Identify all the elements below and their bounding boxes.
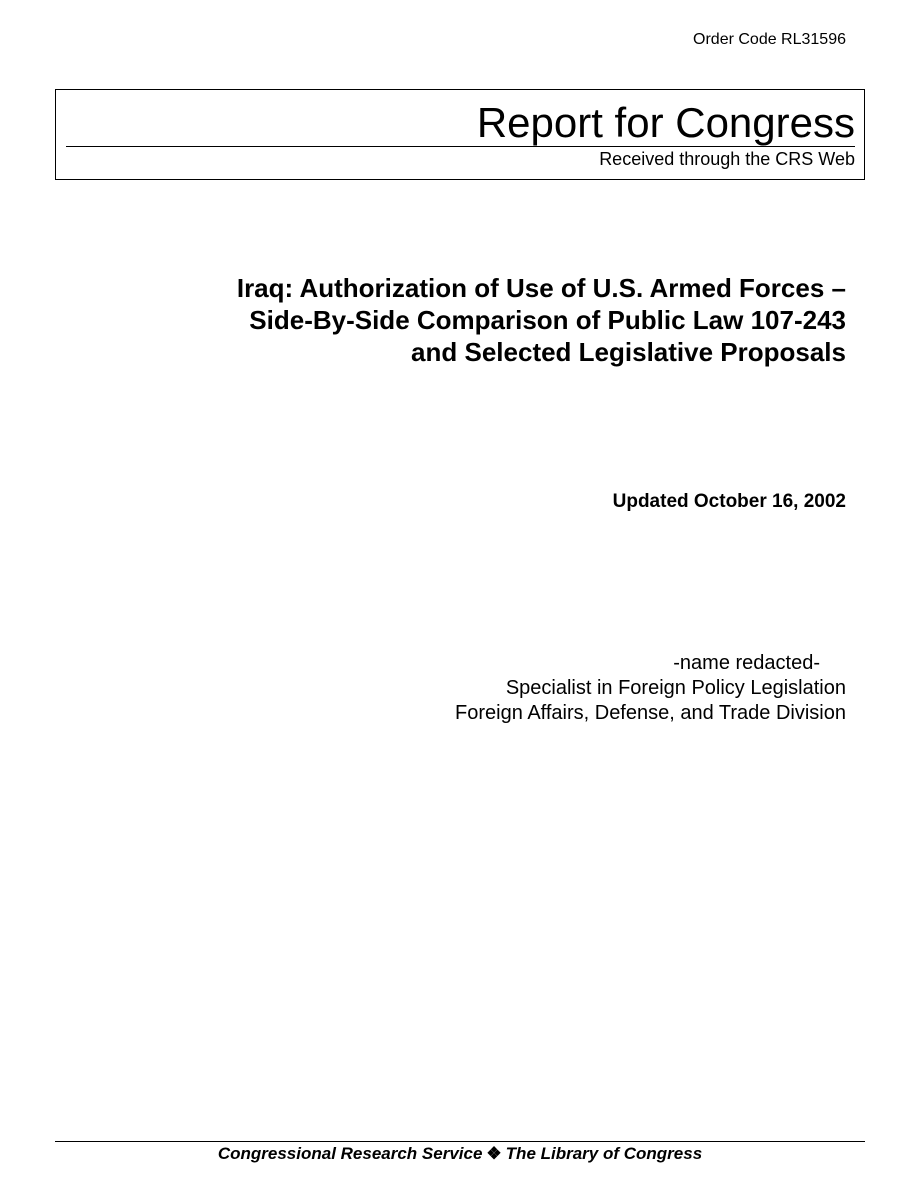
author-position: Specialist in Foreign Policy Legislation xyxy=(505,677,846,699)
footer xyxy=(0,1143,920,1165)
footer-library: The Library of Congress xyxy=(505,1144,703,1163)
footer-publisher: Congressional Research Service xyxy=(217,1144,483,1163)
footer-divider xyxy=(55,1141,865,1142)
author-name: -name redacted- xyxy=(673,652,820,674)
diamond-separator-icon: ❖ xyxy=(486,1144,502,1163)
order-code: Order Code RL31596 xyxy=(693,31,846,48)
author-block xyxy=(455,651,846,726)
author-division: Foreign Affairs, Defense, and Trade Division xyxy=(455,702,846,724)
banner-divider xyxy=(66,146,855,147)
report-title-line: Side-By-Side Comparison of Public Law 107-243 xyxy=(249,305,846,335)
banner-title: Report for Congress xyxy=(476,99,855,146)
updated-date: Updated October 16, 2002 xyxy=(612,491,846,512)
report-title-line: Iraq: Authorization of Use of U.S. Armed Forces – xyxy=(236,273,846,303)
report-title xyxy=(237,272,846,368)
banner-subtitle: Received through the CRS Web xyxy=(599,149,855,169)
report-banner xyxy=(55,89,865,180)
report-title-line: and Selected Legislative Proposals xyxy=(411,337,846,367)
